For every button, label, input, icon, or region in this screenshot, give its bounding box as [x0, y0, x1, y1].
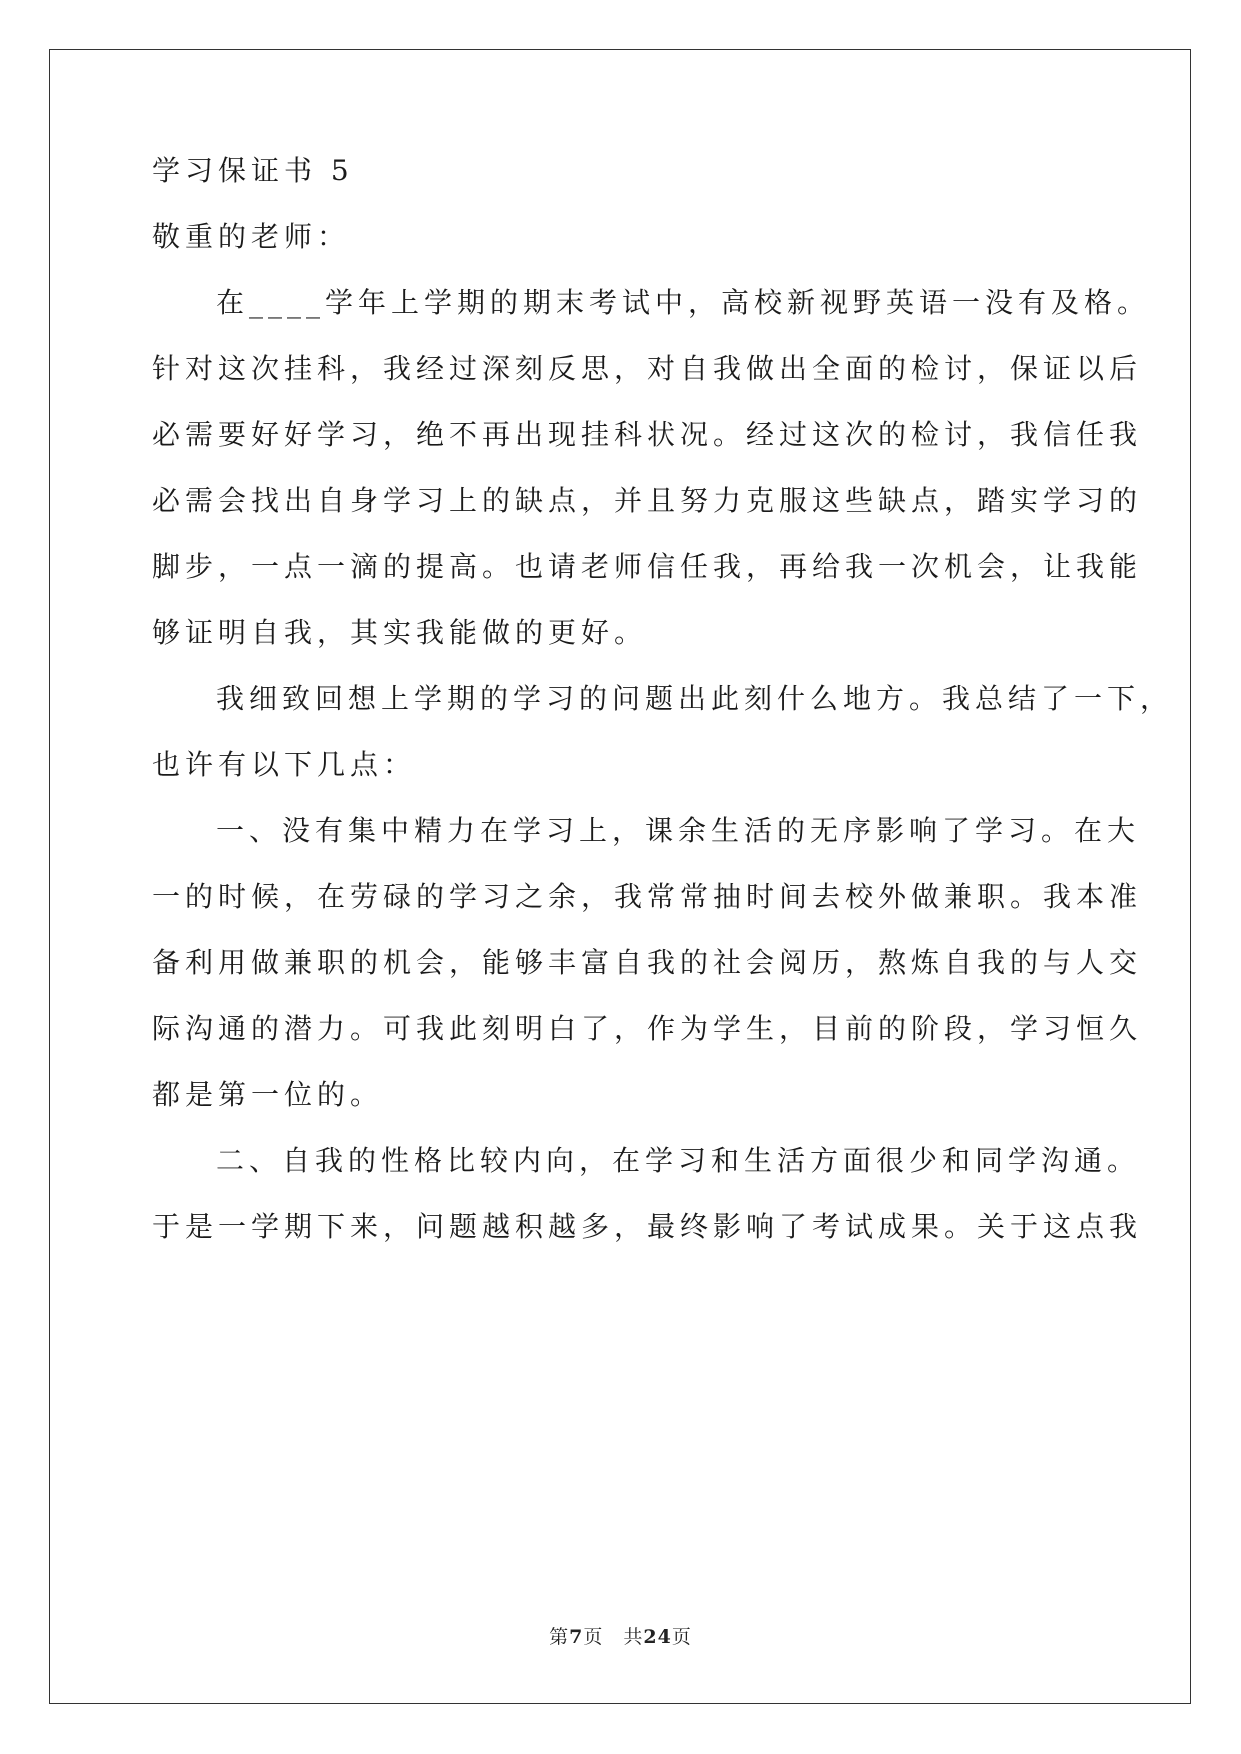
current-page-number: 7 [569, 1626, 584, 1648]
paragraph-line: 也许有以下几点： [152, 748, 417, 781]
paragraph-line: 备利用做兼职的机会，能够丰富自我的社会阅历，熬炼自我的与人交 [152, 946, 1143, 979]
paragraph-line: 一、没有集中精力在学习上，课余生活的无序影响了学习。在大 [216, 814, 1141, 847]
paragraph-line: 够证明自我，其实我能做的更好。 [152, 616, 648, 649]
paragraph-line: 针对这次挂科，我经过深刻反思，对自我做出全面的检讨，保证以后 [152, 352, 1143, 385]
paragraph-line: 必需会找出自身学习上的缺点，并且努力克服这些缺点，踏实学习的 [152, 484, 1143, 517]
paragraph-line: 脚步，一点一滴的提高。也请老师信任我，再给我一次机会，让我能 [152, 550, 1143, 583]
paragraph-line: 一的时候，在劳碌的学习之余，我常常抽时间去校外做兼职。我本准 [152, 880, 1143, 913]
page-prefix: 第 [549, 1626, 570, 1648]
document-body [152, 138, 1174, 1260]
document-title: 学习保证书 5 [152, 154, 354, 187]
paragraph-line: 我细致回想上学期的学习的问题出此刻什么地方。我总结了一下， [216, 682, 1174, 715]
paragraph-line: 二、自我的性格比较内向，在学习和生活方面很少和同学沟通。 [216, 1144, 1141, 1177]
paragraph-line: 都是第一位的。 [152, 1078, 384, 1111]
salutation: 敬重的老师： [152, 220, 351, 253]
page-separator: 页 共 [583, 1626, 644, 1648]
total-page-number: 24 [643, 1626, 672, 1648]
page-suffix: 页 [671, 1626, 692, 1648]
paragraph-line: 必需要好好学习，绝不再出现挂科状况。经过这次的检讨，我信任我 [152, 418, 1143, 451]
page-footer [0, 1622, 1241, 1649]
paragraph-line: 在____学年上学期的期末考试中，高校新视野英语一没有及格。 [216, 286, 1151, 319]
paragraph-line: 际沟通的潜力。可我此刻明白了，作为学生，目前的阶段，学习恒久 [152, 1012, 1143, 1045]
paragraph-line: 于是一学期下来，问题越积越多，最终影响了考试成果。关于这点我 [152, 1210, 1143, 1243]
